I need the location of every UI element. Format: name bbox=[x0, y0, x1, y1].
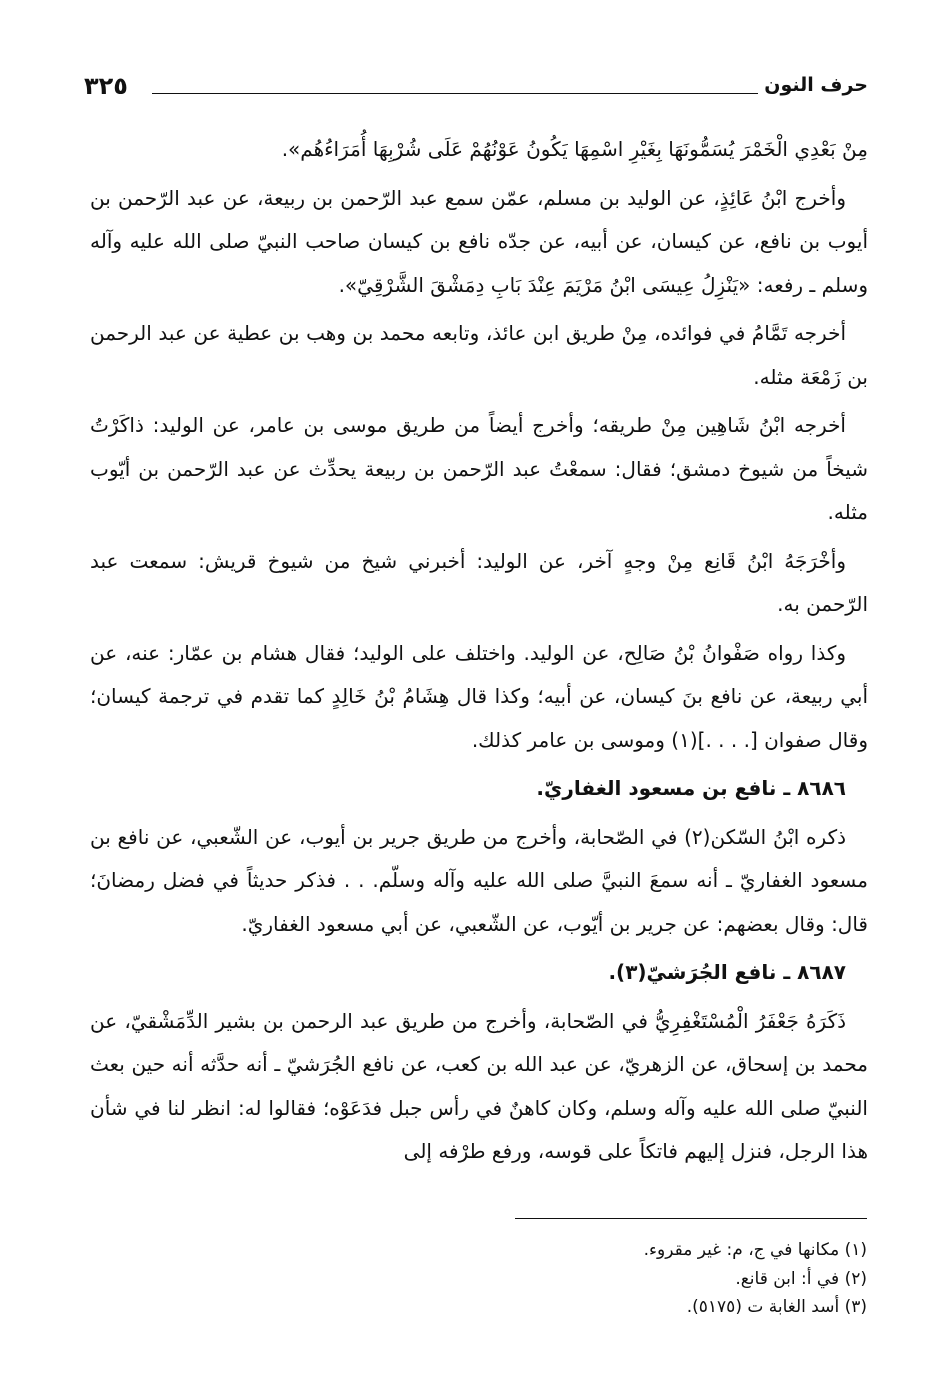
footnote: (١) مكانها في ج، م: غير مقروء. bbox=[643, 1240, 867, 1260]
footnote-rule bbox=[515, 1218, 867, 1219]
entry-heading: ٨٦٨٦ ـ نافع بن مسعود الغفاريّ. bbox=[536, 776, 846, 800]
footnote: (٢) في أ: ابن قانع. bbox=[735, 1268, 867, 1289]
header-rule bbox=[152, 93, 758, 94]
page-number: ٣٢٥ bbox=[84, 72, 128, 100]
paragraph: ذَكَرَهُ جَعْفَرُ الْمُسْتَغْفِرِيُّ في الصّحابة، وأخرج من طريق عبد الرحمن بن بشير الدِّمَشْقيّ، عن محمد بن إسحاق، عن الزهريّ، عن عبد الله بن كعب، عن نافع الجُرَشيّ ـ أنه حدَّثه أنه حين بعث النبيّ صلى الله عليه وآله وسلم، وكان كاهنٌ في رأس جبل فدَعَوْه؛ فقالوا له: انظر لنا في شأن هذا الرجل، فنزل إليهم فاتكاً على قوسه، ورفع طرْفه إلى bbox=[90, 1008, 868, 1163]
main-text bbox=[90, 128, 868, 1179]
entry-heading: ٨٦٨٧ ـ نافع الجُرَشيّ(٣). bbox=[608, 960, 846, 984]
footnote: (٣) أسد الغابة ت (٥١٧٥). bbox=[686, 1297, 867, 1317]
paragraph: مِنْ بَعْدِي الْخَمْرَ يُسَمُّونَهَا بِغَيْرِ اسْمِهَا يَكُونُ عَوْنُهُمْ عَلَى شُرْبِهَا أُمَرَاءُهُم». bbox=[281, 137, 868, 161]
paragraph: وأخْرَجَهُ ابْنُ قَانِع مِنْ وجهٍ آخر، عن الوليد: أخبرني شيخ من شيوخ قريش: سمعت عبد الرّحمن به. bbox=[90, 548, 868, 616]
paragraph: أخرجه تَمَّامُ في فوائده، مِنْ طريق ابن عائذ، وتابعه محمد بن وهب بن عطية عن عبد الرحمن بن زَمْعَة مثله. bbox=[90, 321, 868, 389]
paragraph: وكذا رواه صَفْوانُ بْنُ صَالِح، عن الوليد. واختلف على الوليد؛ فقال هشام بن عمّار: عنه، عن أبي ربيعة، عن نافع بنَ كيسان، عن أبيه؛ وكذا قال هِشَامُ بْنُ خَالِدٍ كما تقدم في ترجمة كيسان؛ وقال صفوان [. . . .](١) وموسى بن عامر كذلك. bbox=[90, 640, 868, 752]
footnotes bbox=[267, 1236, 867, 1322]
page-header bbox=[84, 66, 868, 106]
paragraph: وأخرج ابْنُ عَائِذٍ، عن الوليد بن مسلم، عمّن سمع عبد الرّحمن بن ربيعة، عن عبد الرّحمن بن أيوب بن نافع، عن كيسان، عن أبيه، عن جدّه نافع بن كيسان صاحب النبيّ صلى الله عليه وآله وسلم ـ رفعه: «يَنْزِلُ عِيسَى ابْنُ مَرْيَمَ عِنْدَ بَابِ دِمَشْقَ الشَّرْقِيّ». bbox=[90, 185, 868, 297]
paragraph: ذكره ابْنُ السّكن(٢) في الصّحابة، وأخرج من طريق جرير بن أيوب، عن الشّعبي، عن نافع بن مسعود الغفاريّ ـ أنه سمعَ النبيَّ صلى الله عليه وآله وسلّم. . . فذكر حديثاً في فضل رمضانَ؛ قال: وقال بعضهم: عن جرير بن أيّوب، عن الشّعبي، عن أبي مسعود الغفاريّ. bbox=[90, 824, 868, 936]
paragraph: أخرجه ابْنُ شَاهِين مِنْ طريقه؛ وأخرج أيضاً من طريق موسى بن عامر، عن الوليد: ذاكَرْتُ شيخاً من شيوخ دمشق؛ فقال: سمعْتُ عبد الرّحمن بن ربيعة يحدِّث عن عبد الرّحمن بن أيّوب مثله. bbox=[90, 413, 868, 524]
running-title: حرف النون bbox=[764, 74, 868, 96]
